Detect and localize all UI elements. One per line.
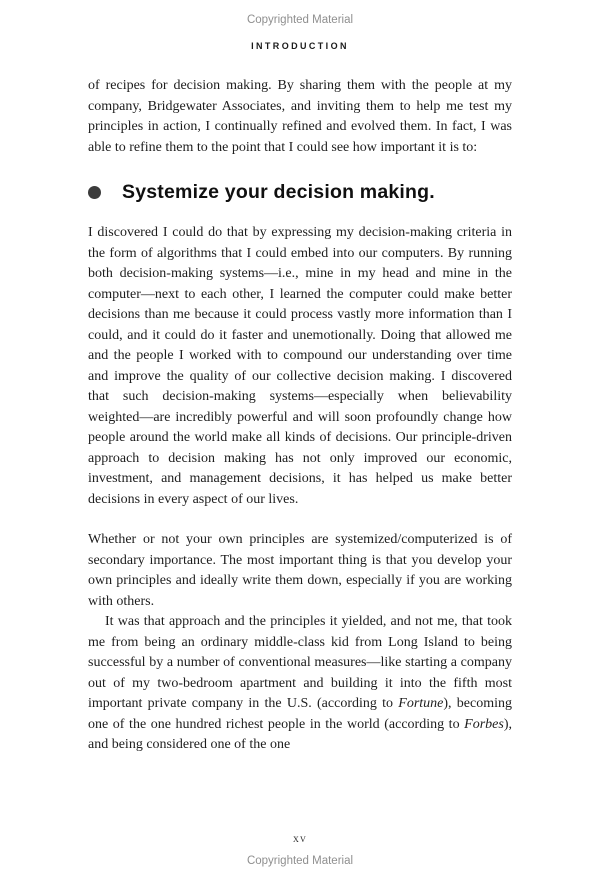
text-segment: I discovered I could do that by expressing my decision-making criteria in the form of algorithms that I could embed into our computers. By running both decision-making systems—i.e., mine in my head and mine in the computer—next to each other, I learned the computer could make better decisions than me because it could process vastly more information than I could, and it could do it faster and unemotionally. Doing that allowed me and the people I worked with to compound our understanding over time and improve the quality of our collective decision making. I discovered that such decision-making systems—especially when believability weighted—are incredibly powerful and will soon profoundly change how people around the world make all kinds of decisions. Our principle-driven approach to decision making has not only improved our economic, investment, and management decisions, it has helped us make better decisions in every aspect of our lives. xyxy=(88,225,512,507)
page-number: xv xyxy=(293,833,307,845)
section-heading xyxy=(88,181,512,204)
paragraph xyxy=(88,223,512,510)
text-segment: of recipes for decision making. By sharing them with the people at my company, Bridgewater Associates, and inviting them to help me test my principles in action, I continually refined and evolved them. In fact, I was able to refine them to the point that I could see how important it is to: xyxy=(88,78,512,155)
italic-text-segment: Fortune xyxy=(398,696,444,711)
section-heading-text: Systemize your decision making. xyxy=(122,181,435,203)
text-segment: It was that approach and the principles it yielded, and not me, that took me from being an ordinary middle-class kid from Long Island to being successful by a number of conventional measures—like starting a company out of my two-bedroom apartment and building it into the fifth most important private company in the U.S. (according to xyxy=(88,614,512,711)
paragraph xyxy=(88,612,512,756)
text-segment: ), becoming one of the one hundred richest people in the world (according to xyxy=(88,696,512,732)
copyright-notice-bottom: Copyrighted Material xyxy=(246,855,354,867)
paragraph xyxy=(88,76,512,158)
body-text xyxy=(88,76,512,756)
text-segment: Whether or not your own principles are systemized/computerized is of secondary importance. The most important thing is that you develop your own principles and ideally write them down, especially if you are working with others. xyxy=(88,532,512,609)
italic-text-segment: Forbes xyxy=(464,716,504,732)
running-head: INTRODUCTION xyxy=(251,41,349,51)
paragraph xyxy=(88,530,512,612)
bullet-icon xyxy=(88,186,101,199)
text-segment: ), and being considered one of the one xyxy=(88,716,512,752)
copyright-notice-top: Copyrighted Material xyxy=(246,14,354,26)
